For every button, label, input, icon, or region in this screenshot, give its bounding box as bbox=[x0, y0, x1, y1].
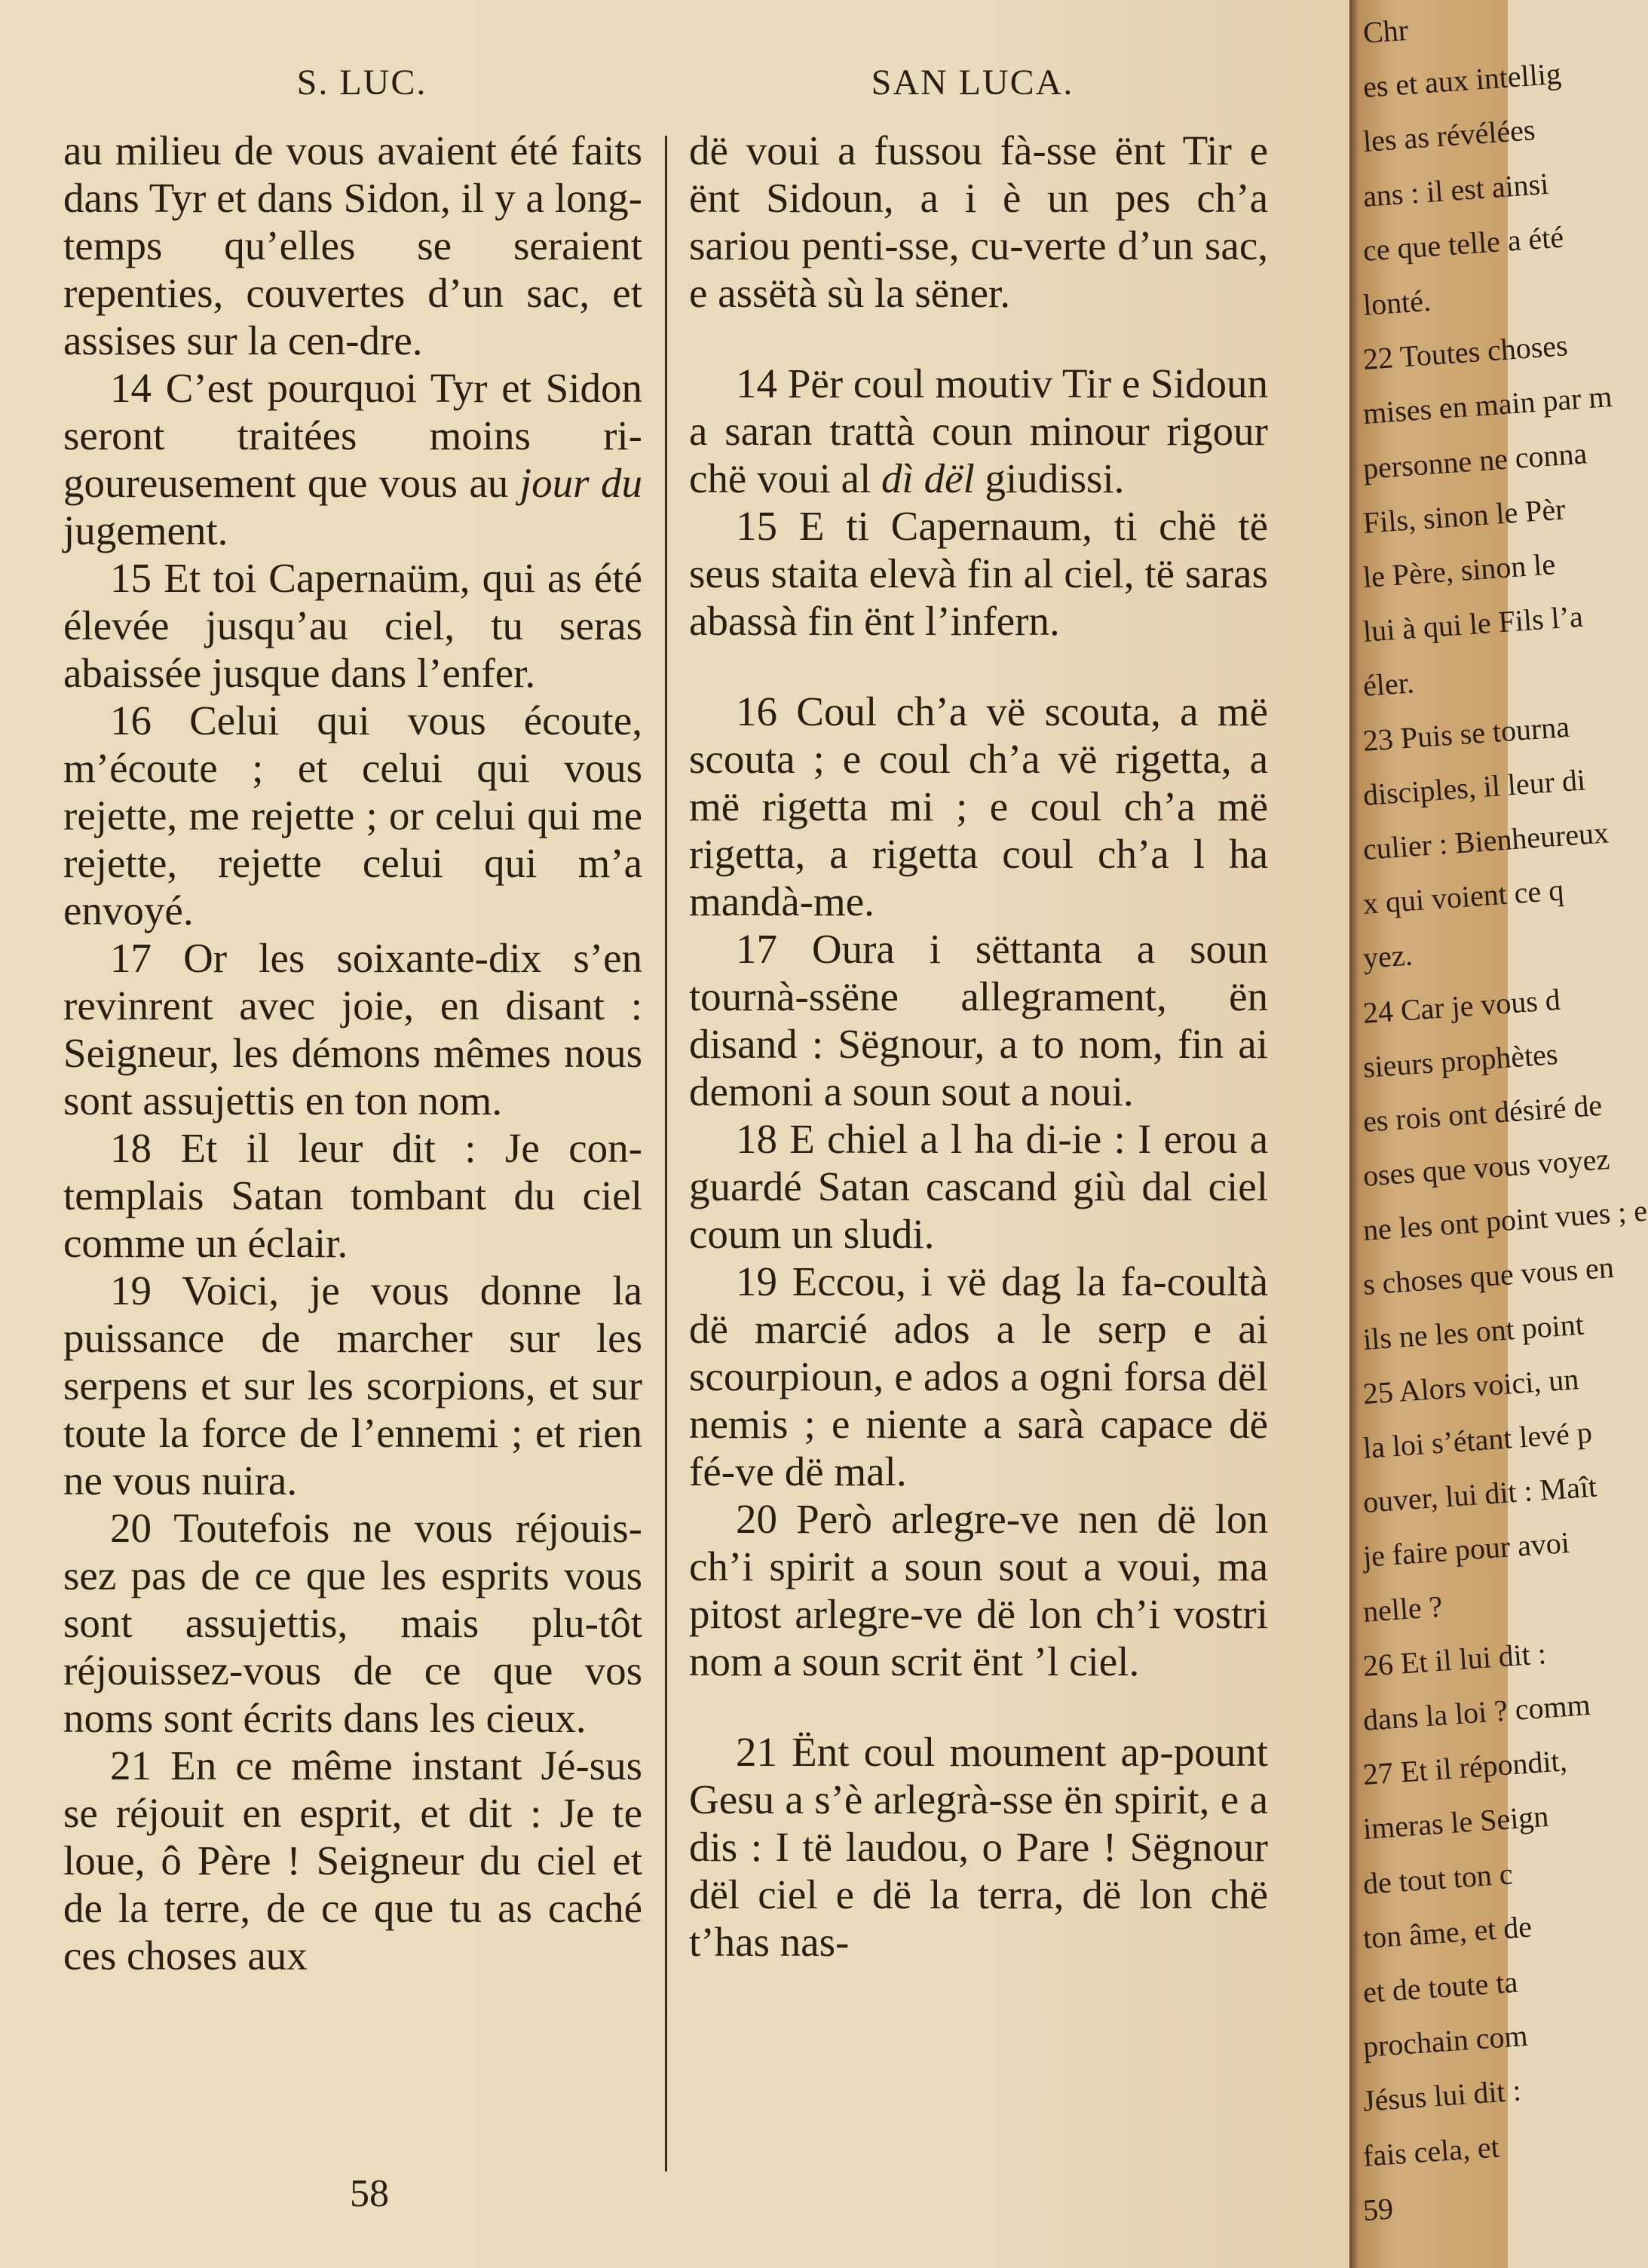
french-verse-text: 19 Voici, je vous donne la puissance de marcher sur les serpens et sur les scorpions, et sur toute la force de l’ennemi ; et rien ne vous nuira. bbox=[63, 1267, 642, 1503]
adjacent-page-line: mises en main par m bbox=[1362, 379, 1613, 431]
adjacent-page-line: ans : il est ainsi bbox=[1362, 166, 1550, 213]
piedmontese-verse-text: 19 Eccou, i vë dag la fa-coultà dë marcié ados a le serp e ai scourpioun, e ados a ogni forsa dël nemis ; e niente a sarà capace dë fé-ve dë mal. bbox=[689, 1258, 1268, 1494]
piedmontese-verse-text: 16 Coul ch’a vë scouta, a më scouta ; e coul ch’a vë rigetta, a më rigetta mi ; e coul ch’a më rigetta, a rigetta coul ch’a l ha mandà-me. bbox=[689, 688, 1268, 924]
adjacent-page-line: éler. bbox=[1362, 665, 1416, 703]
adjacent-page-line: de tout ton c bbox=[1362, 1856, 1514, 1901]
adjacent-page-line: prochain com bbox=[1362, 2018, 1529, 2064]
adjacent-page-line: 25 Alors voici, un bbox=[1362, 1361, 1580, 1411]
adjacent-page-line: 23 Puis se tourna bbox=[1362, 709, 1571, 758]
adjacent-page-line: ne les ont point vues ; e bbox=[1362, 1193, 1648, 1248]
french-verse-text: 18 Et il leur dit : Je con-templais Satan tombant du ciel comme un éclair. bbox=[63, 1125, 642, 1266]
piedmontese-verse-text: 17 Oura i sëttanta a soun tournà-ssëne allegrament, ën disand : Sëgnour, a to nom, fin ai demoni a soun sout a noui. bbox=[689, 926, 1268, 1114]
adjacent-page-line: 27 Et il répondit, bbox=[1362, 1743, 1568, 1792]
adjacent-page-line: personne ne conna bbox=[1362, 435, 1588, 486]
french-verse bbox=[63, 1504, 642, 1742]
adjacent-page-line: ouver, lui dit : Maît bbox=[1362, 1469, 1598, 1520]
column-divider bbox=[665, 136, 667, 2171]
adjacent-page-line: je faire pour avoi bbox=[1362, 1525, 1571, 1574]
piedmontese-verse bbox=[689, 688, 1268, 925]
piedmontese-verse bbox=[689, 925, 1268, 1115]
french-verse-text: 21 En ce même instant Jé-sus se réjouit en esprit, et dit : Je te loue, ô Père ! Seigneur du ciel et de la terre, de ce que tu as caché ces choses aux bbox=[63, 1742, 642, 1978]
adjacent-page-line: 22 Toutes choses bbox=[1362, 328, 1569, 377]
piedmontese-verse bbox=[689, 1115, 1268, 1258]
french-verse bbox=[63, 934, 642, 1124]
adjacent-page-line: lonté. bbox=[1362, 283, 1432, 322]
french-verse-text: 14 C’est pourquoi Tyr et Sidon seront traitées moins ri-goureusement que vous au bbox=[63, 365, 642, 506]
french-verse bbox=[63, 1742, 642, 1979]
piedmontese-verse bbox=[689, 360, 1268, 502]
piedmontese-column bbox=[689, 127, 1268, 1966]
piedmontese-verse-text: 21 Ënt coul moument ap-pount Gesu a s’è arlegrà-sse ën spirit, e a dis : I të laudou, o Pare ! Sëgnour dël ciel e dë la terra, dë lon chë t’has nas- bbox=[689, 1729, 1268, 1965]
french-column bbox=[63, 127, 642, 1979]
adjacent-page-line: dans la loi ? comm bbox=[1362, 1687, 1591, 1737]
french-verse-text: 20 Toutefois ne vous réjouis-sez pas de ce que les esprits vous sont assujettis, mais plu-tôt réjouissez-vous de ce que vos noms sont écrits dans les cieux. bbox=[63, 1505, 642, 1741]
french-verse-tail: jugement. bbox=[63, 507, 228, 553]
french-verse bbox=[63, 554, 642, 697]
piedmontese-verse-text: 20 Però arlegre-ve nen dë lon ch’i spirit a soun sout a voui, ma pitost arlegre-ve dë lon ch’i vostri nom a soun scrit ënt ’l ciel. bbox=[689, 1496, 1268, 1684]
piedmontese-verse-text: dë voui a fussou fà-sse ënt Tir e ënt Sidoun, a i è un pes ch’a sariou penti-sse, cu-verte d’un sac, e assëtà sù la sëner. bbox=[689, 127, 1268, 316]
adjacent-page-line: lui à qui le Fils l’a bbox=[1362, 599, 1585, 649]
piedmontese-verse-text: 14 Për coul moutiv Tir e Sidoun a saran trattà coun minour rigour chë voui al bbox=[689, 360, 1268, 501]
left-column-header: S. LUC. bbox=[296, 63, 427, 103]
french-verse-text: 17 Or les soixante-dix s’en revinrent avec joie, en disant : Seigneur, les démons mêmes nous sont assujettis en ton nom. bbox=[63, 935, 642, 1123]
adjacent-page-line: disciples, il leur di bbox=[1362, 762, 1587, 812]
adjacent-page-line: 59 bbox=[1362, 2191, 1395, 2227]
french-verse-text: au milieu de vous avaient été faits dans Tyr et dans Sidon, il y a long-temps qu’elles se seraient repenties, couvertes d’un sac, et assises sur la cen-dre. bbox=[63, 127, 642, 363]
french-verse-text: 15 Et toi Capernaüm, qui as été élevée jusqu’au ciel, tu seras abaissée jusque dans l’enfer. bbox=[63, 555, 642, 696]
french-verse bbox=[63, 364, 642, 554]
adjacent-page-line: ce que telle a été bbox=[1362, 219, 1565, 268]
adjacent-page-line: ton âme, et de bbox=[1362, 1909, 1533, 1955]
adjacent-page-line: 24 Car je vous d bbox=[1362, 982, 1562, 1030]
adjacent-page-line: 26 Et il lui dit : bbox=[1362, 1635, 1548, 1683]
piedmontese-verse-italic: dì dël bbox=[881, 455, 975, 501]
adjacent-page-line: imeras le Seign bbox=[1362, 1799, 1550, 1847]
piedmontese-verse bbox=[689, 1495, 1268, 1685]
adjacent-page-line: fais cela, et bbox=[1362, 2129, 1501, 2173]
adjacent-page-line: sieurs prophètes bbox=[1362, 1036, 1559, 1084]
piedmontese-verse bbox=[689, 127, 1268, 317]
adjacent-page-line: oses que vous voyez bbox=[1362, 1142, 1611, 1194]
adjacent-page-line: le Père, sinon le bbox=[1362, 547, 1557, 594]
adjacent-page-line: et de toute ta bbox=[1362, 1964, 1519, 2009]
french-verse-text: 16 Celui qui vous écoute, m’écoute ; et celui qui vous rejette, me rejette ; or celui qui me rejette, rejette celui qui m’a envoyé. bbox=[63, 697, 642, 933]
adjacent-page-line: nelle ? bbox=[1362, 1589, 1444, 1629]
piedmontese-verse bbox=[689, 1728, 1268, 1966]
french-verse bbox=[63, 697, 642, 934]
adjacent-page-line: les as révélées bbox=[1362, 112, 1536, 159]
piedmontese-verse-tail: giudissi. bbox=[974, 455, 1125, 501]
piedmontese-verse-text: 18 E chiel a l ha di-ie : I erou a guardé Satan cascand giù dal ciel coum un sludi. bbox=[689, 1116, 1268, 1257]
adjacent-page-line: es et aux intellig bbox=[1362, 56, 1563, 105]
page-number: 58 bbox=[350, 2172, 389, 2215]
adjacent-page-line: culier : Bienheureux bbox=[1362, 815, 1610, 866]
piedmontese-verse-text: 15 E ti Capernaum, ti chë të seus staita elevà fin al ciel, të saras abassà fin ënt l’infern. bbox=[689, 503, 1268, 644]
french-verse bbox=[63, 1124, 642, 1267]
adjacent-page-line: es rois ont désiré de bbox=[1362, 1087, 1604, 1139]
adjacent-page-line: ils ne les ont point bbox=[1362, 1307, 1585, 1356]
french-verse-italic: jour du bbox=[519, 460, 642, 506]
adjacent-page-line: s choses que vous en bbox=[1362, 1250, 1616, 1302]
adjacent-page-line: x qui voient ce q bbox=[1362, 872, 1565, 921]
french-verse bbox=[63, 1267, 642, 1504]
piedmontese-verse bbox=[689, 502, 1268, 645]
adjacent-page-line: yez. bbox=[1362, 937, 1414, 976]
piedmontese-verse bbox=[689, 1258, 1268, 1495]
french-verse bbox=[63, 127, 642, 364]
adjacent-page-line: Fils, sinon le Pèr bbox=[1362, 492, 1567, 540]
right-column-header: SAN LUCA. bbox=[871, 63, 1074, 103]
adjacent-page-line: Jésus lui dit : bbox=[1362, 2073, 1523, 2119]
adjacent-page-edge bbox=[1349, 0, 1648, 2268]
adjacent-page-line: Chr bbox=[1362, 12, 1410, 50]
adjacent-page-line: la loi s’étant levé p bbox=[1362, 1414, 1594, 1466]
